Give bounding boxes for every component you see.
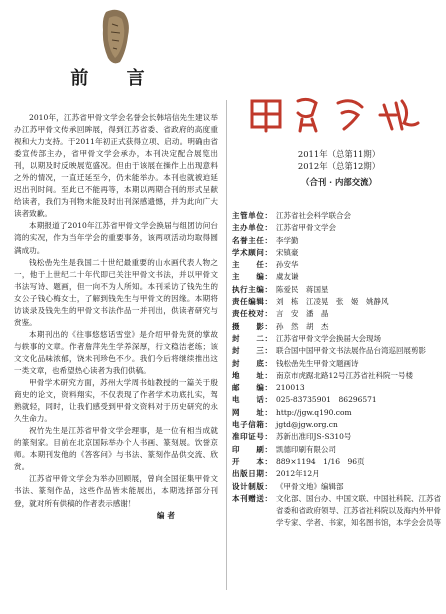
colophon-value: 210013 [276, 383, 305, 393]
preface-paragraph: 甲骨学术研究方面，苏州大学周书灿教授的一篇关于殷商史的论文，资料翔实，不仅表现了作者学术功底扎实，驾熟就轻，同时，让我们感受到甲骨文资料对于历史研究的永久生命力。 [14, 378, 218, 424]
issue-line-2012: 2012年（总第12期） [297, 161, 381, 171]
colophon-value: 宋镇豪 [276, 247, 299, 257]
colophon-key: 封 三： [232, 346, 272, 356]
colophon-row [232, 370, 444, 382]
colophon-key: 主管单位： [232, 211, 272, 220]
colophon-key: 名誉主任： [232, 235, 272, 245]
colophon-key: 主办单位： [232, 223, 272, 233]
colophon-key: 本刊赠送： [232, 493, 272, 503]
colophon-row [232, 382, 444, 394]
colophon-row [232, 394, 444, 406]
colophon-value: 文化部、国台办、中国文联、中国社科院、江苏省省委和省政府领导、江苏省社科院以及海内外甲骨学专家、学者、书家，知名图书馆，本学会会员等 [276, 493, 441, 528]
colophon-row [232, 308, 444, 320]
colophon-value: jgtd@jgw.org.cn [276, 420, 338, 430]
colophon-key: 摄 影： [232, 321, 272, 331]
colophon-key: 主 编： [232, 272, 272, 282]
colophon-key: 责任编辑： [232, 297, 272, 307]
colophon-row [232, 333, 444, 345]
colophon-row [232, 222, 444, 234]
colophon-value: 刘 栋 江凌晃 张 姬 姚静风 [276, 297, 389, 307]
colophon-value: http://jgw.q190.com [276, 407, 352, 417]
colophon-row [232, 358, 444, 370]
editor-signature: 编者 [156, 510, 178, 520]
colophon-row [232, 247, 444, 259]
colophon-row [232, 456, 444, 468]
colophon-value: 889×1194 1/16 96页 [276, 456, 365, 466]
colophon-key: 电 话： [232, 395, 272, 405]
colophon-row [232, 345, 444, 357]
colophon-row [232, 444, 444, 456]
colophon-value: 江苏省甲骨文学会 [276, 223, 336, 233]
colophon-key: 执行主编： [232, 284, 272, 294]
preface-paragraph: 本期刊出的《往事悠悠话雪堂》是介绍甲骨先贤的掌故与轶事的文章。作者詹萍先生学养深厚，行文稳洁老练；该文文化品味浓郁，饶未刊珍色不少。我们今后将继续推出这一类文章，也希望热心读者为我们供稿。 [14, 329, 218, 375]
preface-paragraph: 江苏省甲骨文学会为举办回顾展，曾向全国征集甲骨文书法、篆刻作品，这些作品皆未能展出，本期选择部分刊登，就对所有供稿的作者表示感谢！ [14, 474, 218, 508]
preface-paragraph: 钱松嵒先生是我国二十世纪最重要的山水画代表人物之一，他于上世纪二十年代即已关注甲骨文书法，并以甲骨文书法写诗、题画，但一向不为人所知。本刊采访了钱先生的女公子钱心梅女士，了解到钱先生与甲骨文的因缘。本期将访谈录及钱先生的甲骨文书法作品一并刊出，供读者研究与赏鉴。 [14, 257, 218, 327]
colophon-row [232, 431, 444, 443]
colophon-row [232, 210, 444, 222]
colophon-key: 学术顾问： [232, 247, 272, 257]
colophon-value: 钱松嵒先生甲骨文题画诗 [276, 358, 359, 368]
preface-paragraph: 祝竹先生是江苏省甲骨文学会理事，是一位有相当成就的篆刻家。目前在北京国际举办个人书画、篆刻展。饮誉京师。本期刊发他的《答客问》与书法、篆刻作品供交流、欣赏。 [14, 426, 218, 472]
colophon-key: 印 刷： [232, 444, 272, 454]
column-divider [226, 100, 227, 590]
preface-paragraph: 本期报道了2010年江苏省甲骨文学会换届与组团访问台湾的实况，作为当年学会的重要事务，该两项活动均取得圆满成功。 [14, 221, 218, 255]
colophon-key: 封 二： [232, 333, 272, 343]
colophon-value: 李学勤 [276, 235, 299, 245]
colophon-row [232, 259, 444, 271]
colophon [232, 210, 444, 530]
colophon-value: 江苏省社会科学联合会 [276, 211, 351, 220]
colophon-value: 言 安 潘 晶 [276, 309, 329, 319]
colophon-row [232, 235, 444, 247]
colophon-key: 开 本： [232, 456, 272, 466]
colophon-key: 邮 编： [232, 383, 272, 393]
colophon-row [232, 284, 444, 296]
colophon-value: 凯德印刷有限公司 [276, 444, 336, 454]
colophon-value: 孙安华 [276, 260, 299, 270]
issue-tag: （合刊 · 内部交流） [301, 177, 377, 187]
preface-column [12, 0, 219, 614]
colophon-value: 《甲骨文地》编辑部 [276, 481, 344, 491]
issue-info [232, 148, 446, 188]
issue-line-2011: 2011年（总第11期） [297, 149, 381, 159]
preface-paragraph: 2010年，江苏省甲骨文学会名誉会长韩培信先生建议举办江苏甲骨文传承回眸展，得到江苏省委、省政府的高度重视和大力支持。于2011年初正式获得立项、启动。明确由省委宣传部主办，省甲骨文学会承办，本刊决定配合展览出刊，以期及时反映展览盛况。但由于该展在操作上出现意料之外的情况，一直迁延至今，仍未能举办。本刊也就被迫延迟出刊时间。至此已不能再等，本期以两期合刊的形式呈献给读者，我们为刊物未能及时出刊深感遗憾，并为此向广大读者致歉。 [14, 113, 218, 219]
colophon-value: 2012年12月 [276, 469, 320, 479]
colophon-value: 陈爱民 蒋国星 [276, 284, 329, 294]
colophon-key: 地 址： [232, 370, 272, 380]
colophon-row [232, 407, 444, 419]
preface-body [14, 112, 218, 522]
colophon-row [232, 481, 444, 493]
colophon-value: 江苏省甲骨文学会换届大会现场 [276, 333, 381, 343]
colophon-key: 准印证号： [232, 432, 272, 442]
colophon-row [232, 468, 444, 480]
oracle-bone-image [98, 8, 132, 66]
colophon-key: 封 底： [232, 358, 272, 368]
colophon-key: 网 址： [232, 407, 272, 417]
colophon-key: 责任校对： [232, 309, 272, 319]
colophon-row [232, 321, 444, 333]
journal-logo [246, 93, 422, 133]
colophon-key: 主 任： [232, 260, 272, 270]
preface-title: 前 言 [70, 68, 161, 89]
colophon-value: 孙 然 胡 杰 [276, 321, 329, 331]
colophon-value: 联合国中国甲骨文书法展作品台湾巡回展剪影 [276, 346, 426, 356]
colophon-value: 虞友谦 [276, 272, 299, 282]
colophon-row [232, 493, 444, 530]
colophon-value: 025-83735901 86296571 [276, 395, 377, 405]
colophon-key: 出版日期： [232, 469, 272, 479]
colophon-key: 设计制版： [232, 481, 272, 491]
colophon-row [232, 419, 444, 431]
colophon-value: 南京市虎踞北路12号江苏省社科院一号楼 [276, 370, 414, 380]
colophon-row [232, 271, 444, 283]
colophon-row [232, 296, 444, 308]
colophon-value: 苏新出准印JS-S310号 [276, 432, 352, 442]
colophon-key: 电子信箱： [232, 420, 272, 430]
